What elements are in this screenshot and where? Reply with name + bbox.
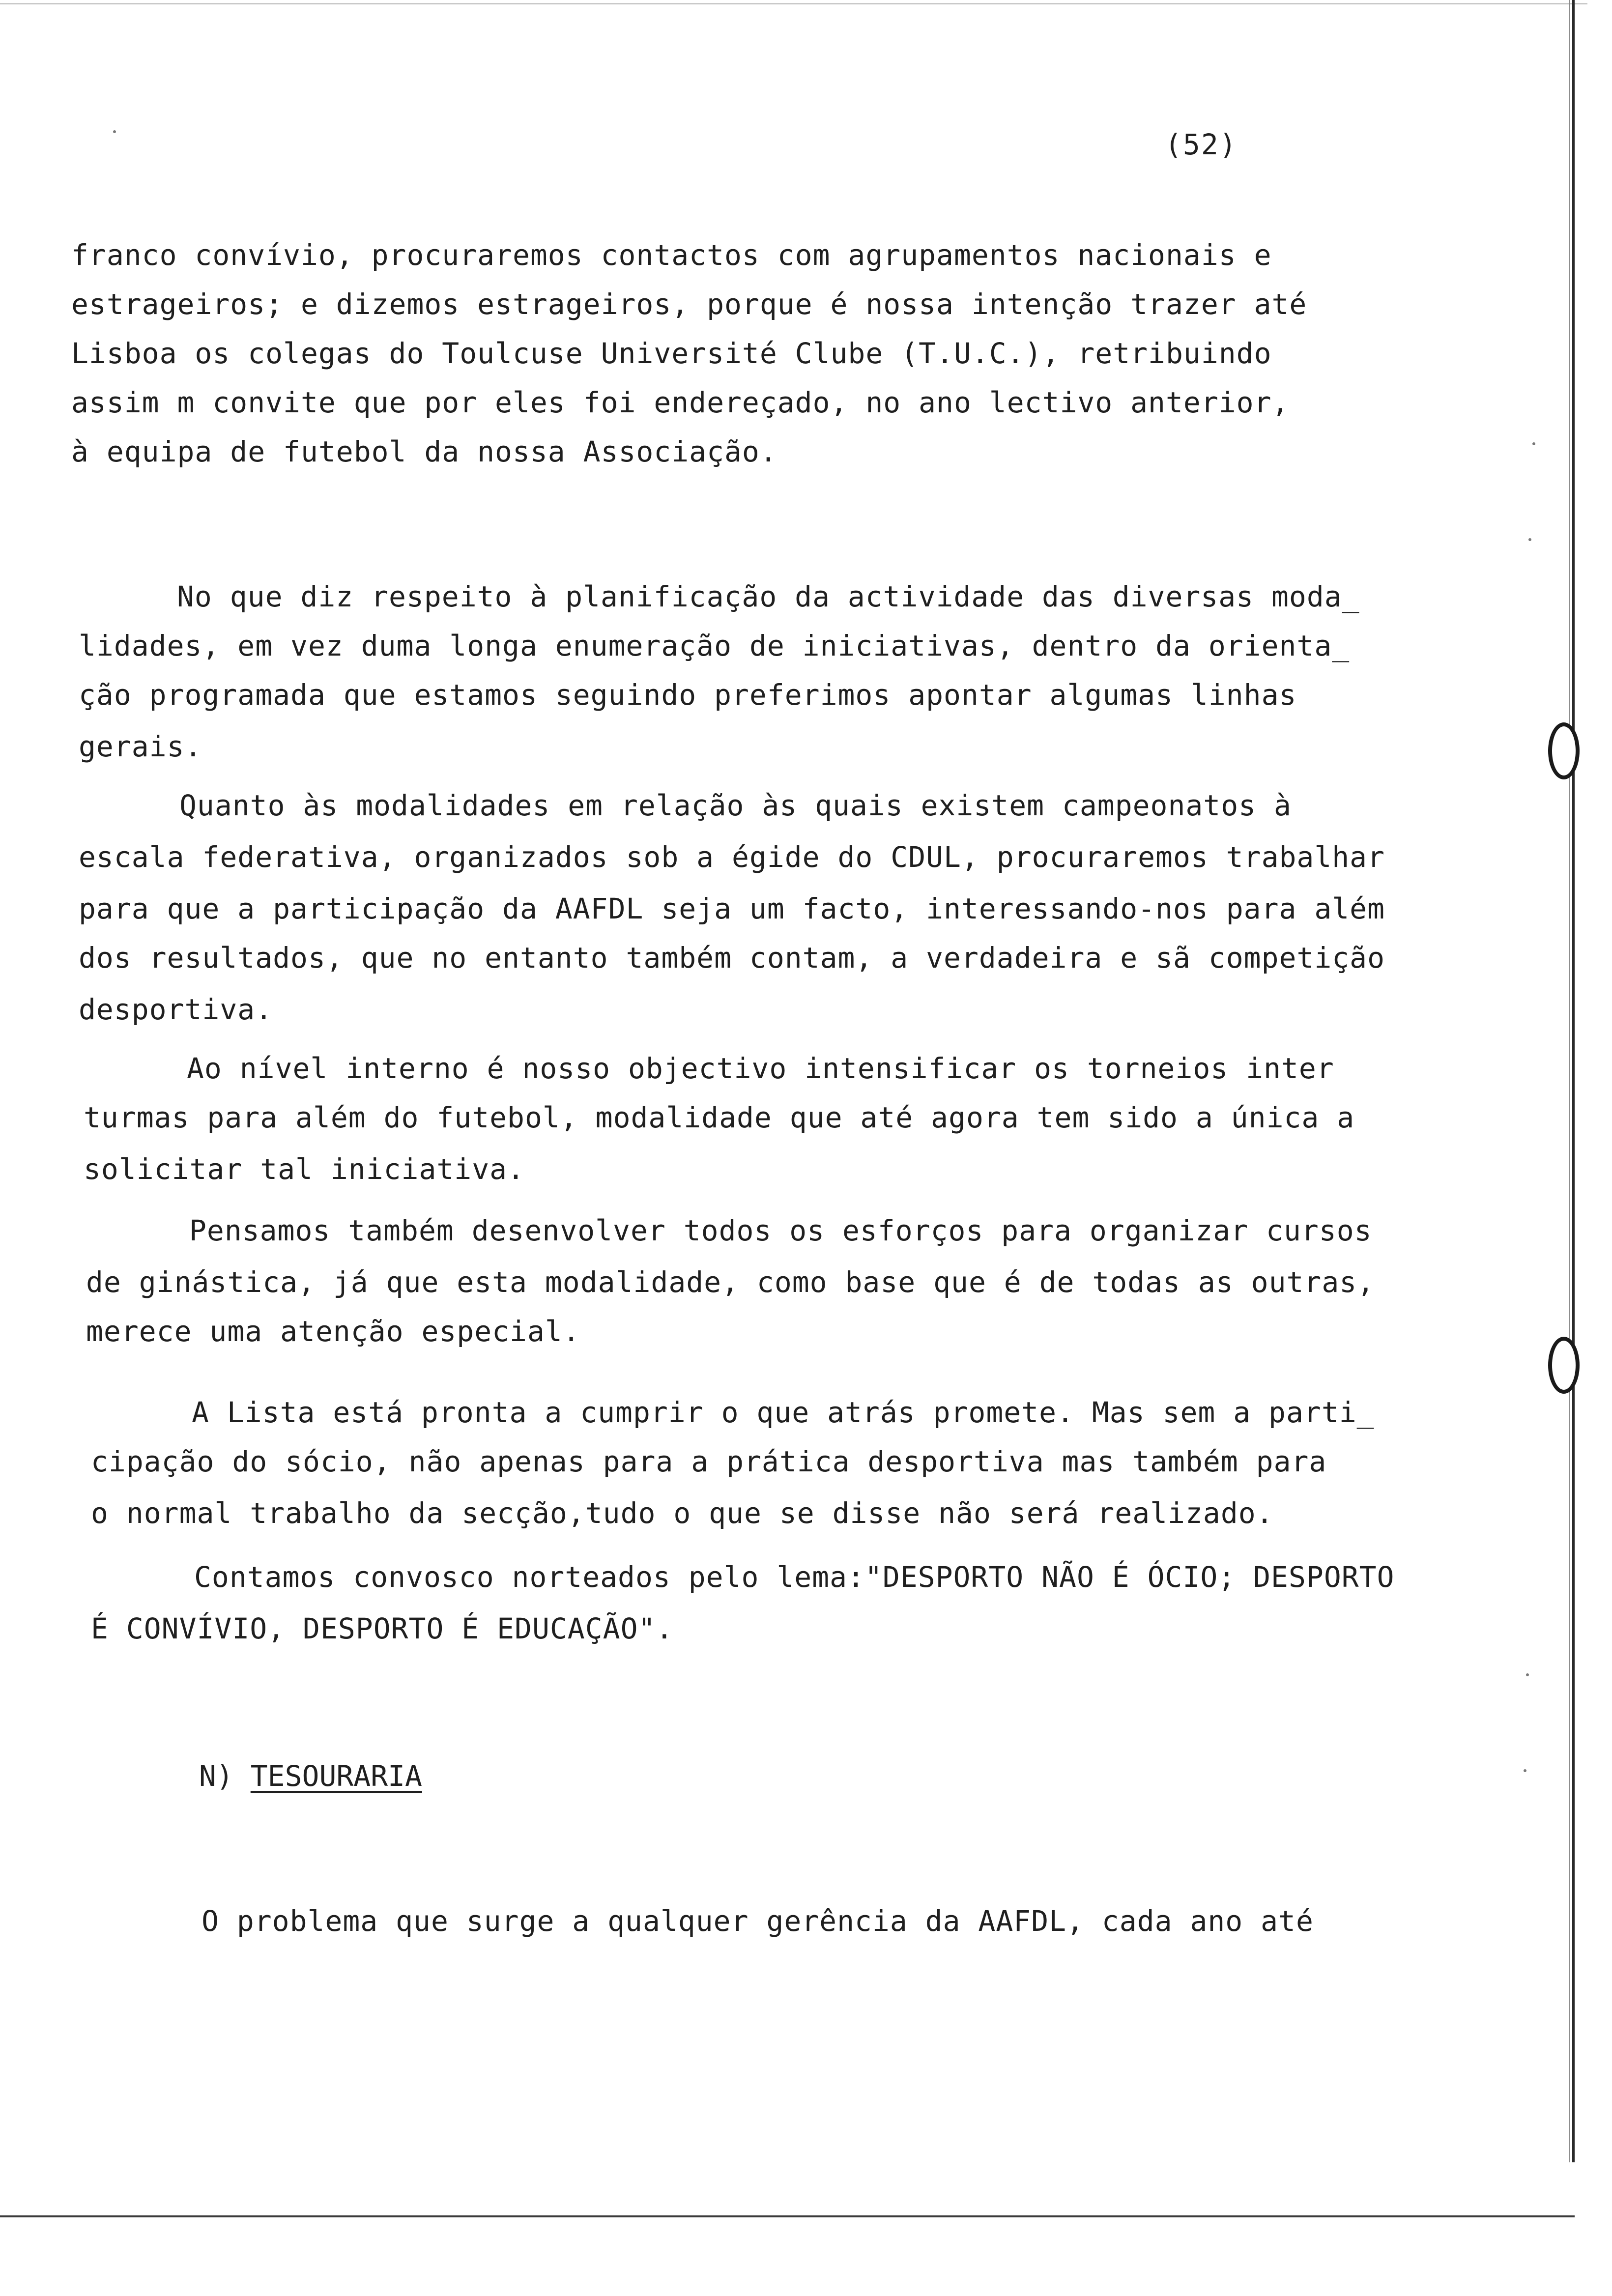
paragraph-line: O problema que surge a qualquer gerência da AAFDL, cada ano até bbox=[202, 1904, 1314, 1938]
paragraph-line: Lisboa os colegas do Toulcuse Université Clube (T.U.C.), retribuindo bbox=[71, 337, 1272, 370]
bottom-rule bbox=[0, 2215, 1575, 2217]
paragraph-line: lidades, em vez duma longa enumeração de iniciativas, dentro da orienta_ bbox=[79, 629, 1350, 662]
paragraph-line: desportiva. bbox=[79, 993, 273, 1026]
page-number: (52) bbox=[1165, 128, 1238, 161]
paragraph-line: É CONVÍVIO, DESPORTO É EDUCAÇÃO". bbox=[91, 1612, 674, 1645]
right-edge-shadow bbox=[1569, 0, 1570, 2162]
speck bbox=[1526, 1673, 1529, 1676]
paragraph-line: Contamos convosco norteados pelo lema:"DESPORTO NÃO É ÓCIO; DESPORTO bbox=[194, 1560, 1395, 1594]
speck bbox=[1532, 442, 1535, 445]
paragraph-line: Ao nível interno é nosso objectivo intensificar os torneios inter bbox=[187, 1052, 1334, 1085]
paragraph-line: à equipa de futebol da nossa Associação. bbox=[71, 435, 777, 468]
speck bbox=[113, 130, 116, 133]
section-letter: N) bbox=[199, 1759, 233, 1793]
paragraph-line: Pensamos também desenvolver todos os esforços para organizar cursos bbox=[189, 1214, 1372, 1247]
speck bbox=[1524, 1769, 1526, 1772]
speck bbox=[1528, 538, 1531, 541]
paragraph-line: turmas para além do futebol, modalidade que até agora tem sido a única a bbox=[84, 1101, 1355, 1134]
section-heading bbox=[199, 1759, 422, 1793]
right-edge bbox=[1572, 0, 1575, 2162]
paragraph-line: franco convívio, procuraremos contactos com agrupamentos nacionais e bbox=[71, 238, 1272, 272]
punch-hole bbox=[1548, 1337, 1580, 1394]
paragraph-line: Quanto às modalidades em relação às quais existem campeonatos à bbox=[179, 789, 1292, 822]
paragraph-line: A Lista está pronta a cumprir o que atrás promete. Mas sem a parti_ bbox=[192, 1396, 1375, 1429]
paragraph-line: cipação do sócio, não apenas para a prática desportiva mas também para bbox=[91, 1445, 1327, 1478]
section-title: TESOURARIA bbox=[250, 1759, 422, 1793]
paragraph-line: o normal trabalho da secção,tudo o que se disse não será realizado. bbox=[91, 1496, 1274, 1530]
top-edge bbox=[0, 3, 1587, 4]
punch-hole bbox=[1548, 722, 1580, 779]
paragraph-line: escala federativa, organizados sob a égide do CDUL, procuraremos trabalhar bbox=[79, 840, 1385, 874]
paragraph-line: ção programada que estamos seguindo preferimos apontar algumas linhas bbox=[79, 678, 1297, 712]
paragraph-line: para que a participação da AAFDL seja um facto, interessando-nos para além bbox=[79, 892, 1385, 925]
paragraph-line: dos resultados, que no entanto também contam, a verdadeira e sã competição bbox=[79, 941, 1385, 975]
paragraph-line: de ginástica, já que esta modalidade, como base que é de todas as outras, bbox=[86, 1265, 1375, 1299]
paragraph-line: merece uma atenção especial. bbox=[86, 1315, 580, 1348]
paragraph-line: gerais. bbox=[79, 730, 202, 763]
paragraph-line: estrageiros; e dizemos estrageiros, porque é nossa intenção trazer até bbox=[71, 287, 1307, 321]
paragraph-line: No que diz respeito à planificação da actividade das diversas moda_ bbox=[177, 580, 1360, 613]
paragraph-line: solicitar tal iniciativa. bbox=[84, 1152, 525, 1186]
paragraph-line: assim m convite que por eles foi endereçado, no ano lectivo anterior, bbox=[71, 386, 1290, 419]
